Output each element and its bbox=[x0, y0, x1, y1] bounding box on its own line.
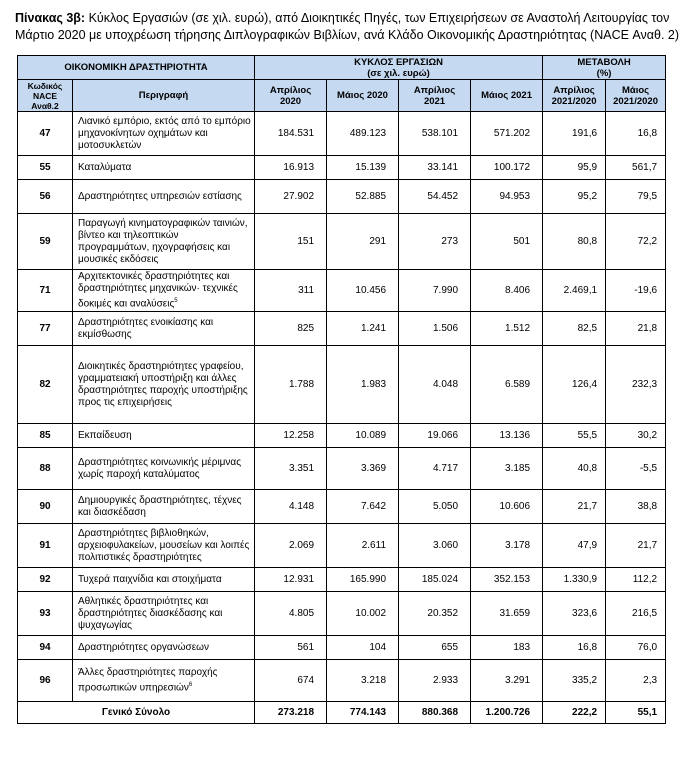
value-may2020: 10.089 bbox=[327, 424, 399, 448]
value-apr2021: 33.141 bbox=[399, 156, 471, 180]
value-chg-apr: 47,9 bbox=[543, 524, 606, 568]
value-may2021: 3.291 bbox=[471, 660, 543, 702]
header-code: Κωδικός NACE Αναθ.2 bbox=[18, 80, 73, 112]
header-may2021: Μάιος 2021 bbox=[471, 80, 543, 112]
table-row bbox=[18, 660, 666, 702]
activity-description bbox=[73, 568, 255, 592]
value-chg-apr: 21,7 bbox=[543, 490, 606, 524]
header-change-unit: (%) bbox=[596, 67, 612, 79]
value-chg-apr: 95,9 bbox=[543, 156, 606, 180]
table-row bbox=[18, 448, 666, 490]
value-apr2021: 20.352 bbox=[399, 592, 471, 636]
nace-code: 71 bbox=[18, 270, 73, 312]
value-chg-apr: 82,5 bbox=[543, 312, 606, 346]
table-caption bbox=[15, 10, 687, 44]
header-change-may: Μάιος 2021/2020 bbox=[606, 80, 666, 112]
table-row bbox=[18, 346, 666, 424]
value-may2020: 1.241 bbox=[327, 312, 399, 346]
footnote-marker: 5 bbox=[174, 297, 178, 304]
activity-description-text: Δραστηριότητες κοινωνικής μέριμνας χωρίς παροχή καταλύματος bbox=[78, 456, 242, 480]
value-apr2020: 561 bbox=[255, 636, 327, 660]
value-apr2021: 7.990 bbox=[399, 270, 471, 312]
activity-description-text: Παραγωγή κινηματογραφικών ταινιών, βίντεο και τηλεοπτικών προγραμμάτων, ηχογραφήσεις και μουσικές εκδόσεις bbox=[78, 217, 248, 265]
table-row bbox=[18, 424, 666, 448]
total-change-apr: 222,2 bbox=[543, 702, 606, 724]
value-apr2021: 4.048 bbox=[399, 346, 471, 424]
table-row bbox=[18, 568, 666, 592]
activity-description bbox=[73, 660, 255, 702]
activity-description bbox=[73, 490, 255, 524]
value-may2021: 352.153 bbox=[471, 568, 543, 592]
value-may2021: 8.406 bbox=[471, 270, 543, 312]
activity-description bbox=[73, 592, 255, 636]
value-apr2021: 5.050 bbox=[399, 490, 471, 524]
value-may2021: 501 bbox=[471, 214, 543, 270]
nace-code: 91 bbox=[18, 524, 73, 568]
table-row bbox=[18, 156, 666, 180]
activity-description bbox=[73, 156, 255, 180]
value-apr2021: 4.717 bbox=[399, 448, 471, 490]
value-chg-may: 112,2 bbox=[606, 568, 666, 592]
value-chg-may: 216,5 bbox=[606, 592, 666, 636]
value-apr2021: 273 bbox=[399, 214, 471, 270]
value-chg-apr: 2.469,1 bbox=[543, 270, 606, 312]
table-row bbox=[18, 592, 666, 636]
nace-code: 56 bbox=[18, 180, 73, 214]
table-row bbox=[18, 180, 666, 214]
header-change-apr: Απρίλιος 2021/2020 bbox=[543, 80, 606, 112]
value-chg-may: -5,5 bbox=[606, 448, 666, 490]
nace-code: 88 bbox=[18, 448, 73, 490]
value-may2021: 31.659 bbox=[471, 592, 543, 636]
value-chg-may: 79,5 bbox=[606, 180, 666, 214]
header-activity-group: ΟΙΚΟΝΟΜΙΚΗ ΔΡΑΣΤΗΡΙΟΤΗΤΑ bbox=[18, 56, 255, 80]
total-may2021: 1.200.726 bbox=[471, 702, 543, 724]
activity-description-text: Δραστηριότητες βιβλιοθηκών, αρχειοφυλακείων, μουσείων και λοιπές πολιτιστικές δραστηριότητες bbox=[78, 527, 250, 563]
value-chg-may: 30,2 bbox=[606, 424, 666, 448]
activity-description bbox=[73, 448, 255, 490]
activity-description-text: Τυχερά παιχνίδια και στοιχήματα bbox=[78, 573, 222, 585]
value-apr2021: 538.101 bbox=[399, 112, 471, 156]
value-chg-apr: 95,2 bbox=[543, 180, 606, 214]
value-apr2020: 16.913 bbox=[255, 156, 327, 180]
header-may2020: Μάιος 2020 bbox=[327, 80, 399, 112]
value-chg-apr: 191,6 bbox=[543, 112, 606, 156]
value-may2021: 3.185 bbox=[471, 448, 543, 490]
total-row bbox=[18, 702, 666, 724]
value-may2020: 3.369 bbox=[327, 448, 399, 490]
value-may2021: 6.589 bbox=[471, 346, 543, 424]
value-apr2021: 54.452 bbox=[399, 180, 471, 214]
nace-code: 55 bbox=[18, 156, 73, 180]
value-chg-apr: 55,5 bbox=[543, 424, 606, 448]
table-row bbox=[18, 636, 666, 660]
value-apr2020: 311 bbox=[255, 270, 327, 312]
table-row bbox=[18, 270, 666, 312]
value-chg-apr: 335,2 bbox=[543, 660, 606, 702]
value-chg-may: 21,8 bbox=[606, 312, 666, 346]
nace-code: 90 bbox=[18, 490, 73, 524]
activity-description-text: Δραστηριότητες ενοικίασης και εκμίσθωσης bbox=[78, 316, 214, 340]
table-row bbox=[18, 490, 666, 524]
value-chg-apr: 80,8 bbox=[543, 214, 606, 270]
value-chg-apr: 126,4 bbox=[543, 346, 606, 424]
table-row bbox=[18, 112, 666, 156]
value-chg-apr: 16,8 bbox=[543, 636, 606, 660]
value-may2021: 3.178 bbox=[471, 524, 543, 568]
activity-description-text: Λιανικό εμπόριο, εκτός από το εμπόριο μηχανοκίνητων οχημάτων και μοτοσυκλετών bbox=[78, 115, 251, 151]
value-may2020: 2.611 bbox=[327, 524, 399, 568]
value-apr2020: 674 bbox=[255, 660, 327, 702]
table-row bbox=[18, 312, 666, 346]
value-apr2021: 2.933 bbox=[399, 660, 471, 702]
value-apr2020: 1.788 bbox=[255, 346, 327, 424]
table-row bbox=[18, 214, 666, 270]
value-chg-may: 21,7 bbox=[606, 524, 666, 568]
table-number: Πίνακας 3β: bbox=[15, 11, 86, 25]
value-chg-may: 72,2 bbox=[606, 214, 666, 270]
header-description: Περιγραφή bbox=[73, 80, 255, 112]
value-chg-apr: 323,6 bbox=[543, 592, 606, 636]
activity-description bbox=[73, 270, 255, 312]
value-may2021: 13.136 bbox=[471, 424, 543, 448]
value-may2020: 165.990 bbox=[327, 568, 399, 592]
value-chg-may: 232,3 bbox=[606, 346, 666, 424]
value-apr2020: 4.805 bbox=[255, 592, 327, 636]
value-apr2020: 825 bbox=[255, 312, 327, 346]
nace-code: 92 bbox=[18, 568, 73, 592]
nace-code: 85 bbox=[18, 424, 73, 448]
total-apr2020: 273.218 bbox=[255, 702, 327, 724]
value-apr2020: 151 bbox=[255, 214, 327, 270]
value-may2020: 1.983 bbox=[327, 346, 399, 424]
value-apr2021: 3.060 bbox=[399, 524, 471, 568]
value-may2020: 15.139 bbox=[327, 156, 399, 180]
value-may2020: 10.002 bbox=[327, 592, 399, 636]
value-apr2020: 184.531 bbox=[255, 112, 327, 156]
value-may2020: 7.642 bbox=[327, 490, 399, 524]
activity-description-text: Δημιουργικές δραστηριότητες, τέχνες και διασκέδαση bbox=[78, 494, 242, 518]
activity-description bbox=[73, 524, 255, 568]
table-row bbox=[18, 524, 666, 568]
value-may2020: 489.123 bbox=[327, 112, 399, 156]
value-chg-may: -19,6 bbox=[606, 270, 666, 312]
value-may2021: 571.202 bbox=[471, 112, 543, 156]
value-may2020: 291 bbox=[327, 214, 399, 270]
value-apr2020: 27.902 bbox=[255, 180, 327, 214]
value-may2020: 104 bbox=[327, 636, 399, 660]
nace-code: 96 bbox=[18, 660, 73, 702]
nace-code: 59 bbox=[18, 214, 73, 270]
value-may2021: 94.953 bbox=[471, 180, 543, 214]
value-may2020: 10.456 bbox=[327, 270, 399, 312]
nace-code: 94 bbox=[18, 636, 73, 660]
header-turnover-group bbox=[255, 56, 543, 80]
activity-description bbox=[73, 424, 255, 448]
value-apr2020: 12.258 bbox=[255, 424, 327, 448]
activity-description-text: Άλλες δραστηριότητες παροχής προσωπικών υπηρεσιών bbox=[78, 666, 218, 694]
footnote-marker: 6 bbox=[188, 681, 193, 688]
header-turnover-title: ΚΥΚΛΟΣ ΕΡΓΑΣΙΩΝ bbox=[354, 56, 443, 68]
value-may2021: 10.606 bbox=[471, 490, 543, 524]
value-apr2021: 1.506 bbox=[399, 312, 471, 346]
header-apr2021: Απρίλιος 2021 bbox=[399, 80, 471, 112]
activity-description-text: Αρχιτεκτονικές δραστηριότητες και δραστηριότητες μηχανικών· τεχνικές δοκιμές και αναλύσεις bbox=[78, 270, 238, 310]
value-apr2021: 655 bbox=[399, 636, 471, 660]
value-apr2020: 4.148 bbox=[255, 490, 327, 524]
header-change-title: ΜΕΤΑΒΟΛΗ bbox=[577, 56, 631, 68]
value-chg-apr: 1.330,9 bbox=[543, 568, 606, 592]
nace-code: 93 bbox=[18, 592, 73, 636]
value-apr2020: 12.931 bbox=[255, 568, 327, 592]
activity-description-text: Αθλητικές δραστηριότητες και δραστηριότητες διασκέδασης και ψυχαγωγίας bbox=[78, 595, 223, 631]
activity-description bbox=[73, 346, 255, 424]
value-may2021: 183 bbox=[471, 636, 543, 660]
nace-code: 82 bbox=[18, 346, 73, 424]
value-apr2021: 19.066 bbox=[399, 424, 471, 448]
value-chg-may: 561,7 bbox=[606, 156, 666, 180]
activity-description bbox=[73, 180, 255, 214]
header-turnover-unit: (σε χιλ. ευρώ) bbox=[367, 67, 430, 79]
value-may2021: 100.172 bbox=[471, 156, 543, 180]
table-body bbox=[18, 112, 666, 702]
nace-code: 77 bbox=[18, 312, 73, 346]
turnover-table bbox=[17, 55, 666, 724]
value-chg-apr: 40,8 bbox=[543, 448, 606, 490]
value-chg-may: 76,0 bbox=[606, 636, 666, 660]
nace-code: 47 bbox=[18, 112, 73, 156]
value-may2020: 52.885 bbox=[327, 180, 399, 214]
total-may2020: 774.143 bbox=[327, 702, 399, 724]
activity-description bbox=[73, 636, 255, 660]
activity-description-text: Εκπαίδευση bbox=[78, 429, 132, 441]
value-apr2021: 185.024 bbox=[399, 568, 471, 592]
value-chg-may: 16,8 bbox=[606, 112, 666, 156]
value-chg-may: 38,8 bbox=[606, 490, 666, 524]
value-apr2020: 2.069 bbox=[255, 524, 327, 568]
value-apr2020: 3.351 bbox=[255, 448, 327, 490]
value-may2021: 1.512 bbox=[471, 312, 543, 346]
activity-description bbox=[73, 214, 255, 270]
activity-description bbox=[73, 312, 255, 346]
activity-description-text: Καταλύματα bbox=[78, 161, 132, 173]
activity-description-text: Διοικητικές δραστηριότητες γραφείου, γραμματειακή υποστήριξη και άλλες δραστηριότητες παροχής υποστήριξης προς τις επιχειρήσεις bbox=[78, 360, 248, 408]
total-change-may: 55,1 bbox=[606, 702, 666, 724]
header-change-group bbox=[543, 56, 666, 80]
activity-description-text: Δραστηριότητες οργανώσεων bbox=[78, 641, 209, 653]
table-title: Κύκλος Εργασιών (σε χιλ. ευρώ), από Διοικητικές Πηγές, των Επιχειρήσεων σε Αναστολή Λειτουργίας τον Μάρτιο 2020 με υποχρέωση τήρησης Διπλογραφικών Βιβλίων, ανά Κλάδο Οικονομικής Δραστηριότητας (NACE Αναθ. 2) bbox=[15, 11, 680, 42]
total-label: Γενικό Σύνολο bbox=[18, 702, 255, 724]
activity-description-text: Δραστηριότητες υπηρεσιών εστίασης bbox=[78, 190, 242, 202]
header-apr2020: Απρίλιος 2020 bbox=[255, 80, 327, 112]
value-chg-may: 2,3 bbox=[606, 660, 666, 702]
value-may2020: 3.218 bbox=[327, 660, 399, 702]
activity-description bbox=[73, 112, 255, 156]
total-apr2021: 880.368 bbox=[399, 702, 471, 724]
